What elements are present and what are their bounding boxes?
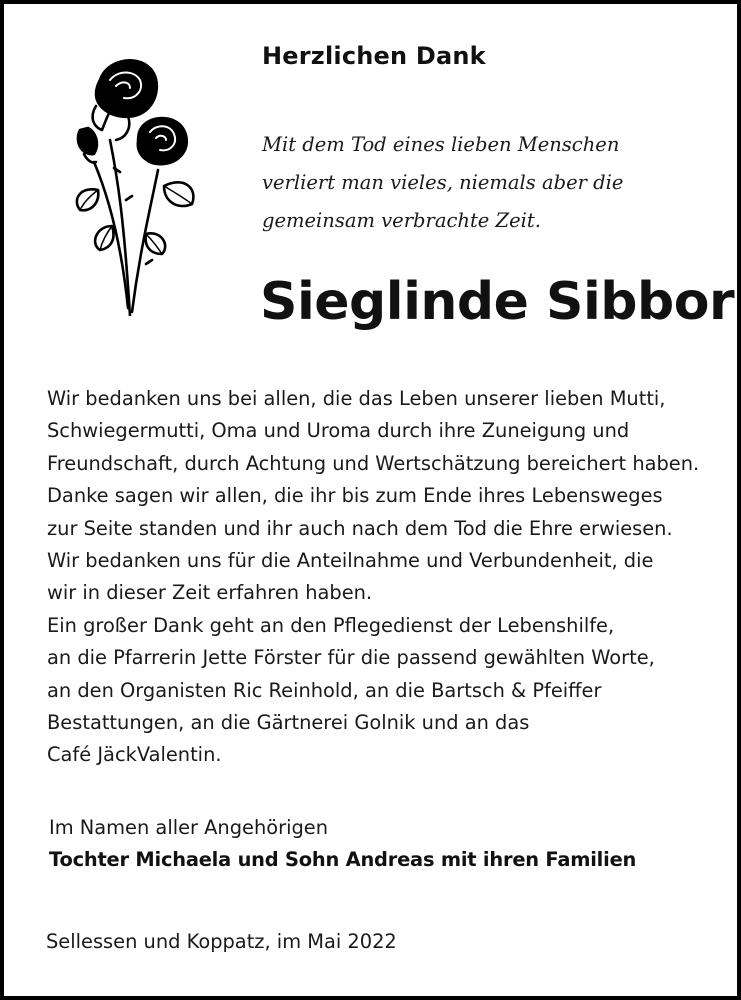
quote (262, 126, 702, 240)
body-line: Wir bedanken uns für die Anteilnahme und Verbundenheit, die (47, 549, 654, 573)
rose-icon (66, 50, 206, 316)
body-line: an die Pfarrerin Jette Förster für die passend gewählten Worte, (47, 646, 655, 670)
quote-line: Mit dem Tod eines lieben Menschen (262, 133, 620, 156)
body-line: Freundschaft, durch Achtung und Wertschätzung bereichert haben. (47, 451, 700, 475)
body-line: an den Organisten Ric Reinhold, an die Bartsch & Pfeiffer (47, 678, 602, 702)
place-date: Sellessen und Koppatz, im Mai 2022 (46, 930, 397, 953)
quote-line: gemeinsam verbrachte Zeit. (262, 209, 541, 232)
body-line: Bestattungen, an die Gärtnerei Golnik und an das (47, 711, 530, 735)
body-line: Ein großer Dank geht an den Pflegedienst der Lebenshilfe, (47, 613, 615, 637)
body-line: zur Seite standen und ihr auch nach dem Tod die Ehre erwiesen. (47, 516, 673, 540)
deceased-name: Sieglinde Sibbor (260, 272, 735, 332)
body-line: Schwiegermutti, Oma und Uroma durch ihre Zuneigung und (47, 419, 630, 443)
quote-line: verliert man vieles, niemals aber die (262, 171, 624, 194)
body-line: Wir bedanken uns bei allen, die das Leben unserer lieben Mutti, (47, 387, 666, 410)
body-line: Café JäckValentin. (47, 743, 222, 767)
heading: Herzlichen Dank (262, 42, 486, 70)
body-text (47, 383, 727, 772)
body-line: Danke sagen wir allen, die ihr bis zum Ende ihres Lebensweges (47, 484, 663, 508)
signature-intro: Im Namen aller Angehörigen (49, 816, 328, 839)
body-line: wir in dieser Zeit erfahren haben. (47, 581, 373, 605)
signature-names: Tochter Michaela und Sohn Andreas mit ihren Familien (49, 848, 637, 871)
